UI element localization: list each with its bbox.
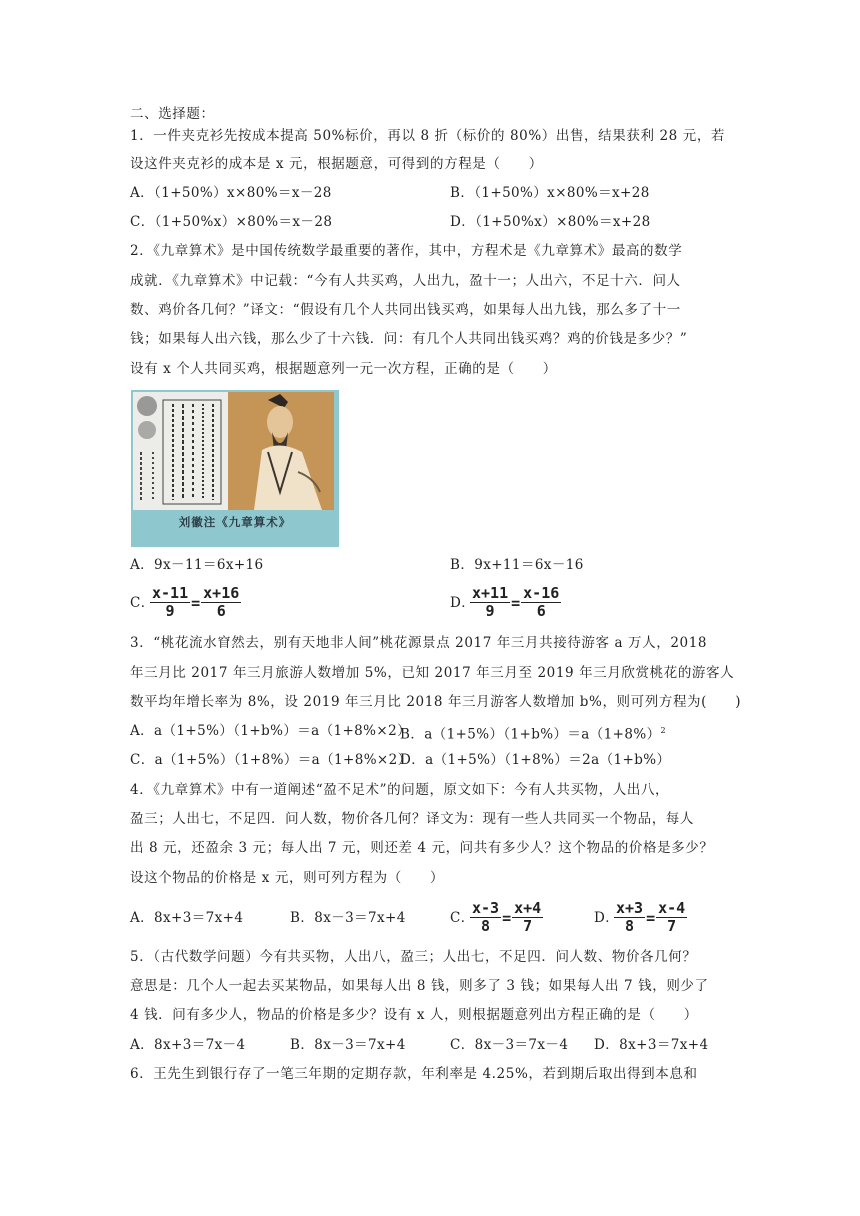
liu-hui-figure [131,390,339,547]
q5-line-3: 4 钱．问有多少人，物品的价格是多少？设有 x 人，则根据题意列出方程正确的是（ ） [130,1007,698,1023]
q5-option-c: C．8x－3＝7x－4 [450,1037,569,1053]
fraction-numerator: x-16 [523,584,560,602]
fraction-denominator: 9 [165,602,175,620]
q2-line-3: 数、鸡价各几何？”译文：“假设有几个人共同出钱买鸡，如果每人出九钱，那么多了十一 [130,302,681,318]
q1-option-a: A．（1+50%）x×80%＝x－28 [130,185,332,201]
q1-line-2: 设这件夹克衫的成本是 x 元，根据题意，可得到的方程是（ ） [130,156,543,172]
equals-sign: = [502,908,512,927]
fraction-numerator: x+16 [203,584,240,602]
book-page-image [133,392,228,510]
q4-option-d-equation [614,900,687,935]
fraction-denominator: 8 [625,917,635,935]
q3-option-b-exponent: 2 [660,726,666,735]
section-title: 二、选择题： [130,106,215,122]
q3-option-d: D．a（1+5%）（1+8%）＝2a（1+b%） [400,752,671,768]
q4-option-a: A．8x+3＝7x+4 [130,910,244,926]
equals-sign: = [511,593,521,612]
q4-option-c-equation [470,900,543,935]
q5-option-b: B．8x－3＝7x+4 [290,1037,406,1053]
q1-option-b: B．（1+50%）x×80%＝x+28 [450,185,650,201]
q2-line-4: 钱；如果每人出六钱，那么少了十六钱．问：有几个人共同出钱买鸡？鸡的价钱是多少？” [130,331,688,347]
q3-option-b [400,722,666,744]
q4-line-2: 盈三；人出七，不足四．问人数，物价各几何？译文为：现有一些人共同买一个物品，每人 [130,811,694,827]
figure-caption: 刘徽注《九章算术》 [178,515,292,529]
q5-option-d: D．8x+3＝7x+4 [594,1037,709,1053]
q1-option-c: C．（1+50%x）×80%＝x－28 [130,214,333,230]
q1-option-d: D．（1+50%x）×80%＝x+28 [450,214,651,230]
fraction-numerator: x-11 [152,584,189,602]
equals-sign: = [646,908,656,927]
q3-line-1: 3．“桃花流水窅然去，别有天地非人间”桃花源景点 2017 年三月共接待游客 a 万人，2018 [130,635,708,651]
fraction-denominator: 7 [667,917,677,935]
equals-sign: = [191,593,201,612]
q2-line-2: 成就．《九章算术》中记载：“今有人共买鸡，人出九，盈十一；人出六，不足十六．问人 [130,273,681,289]
q2-option-c-label: C． [130,595,155,611]
q2-line-5: 设有 x 个人共同买鸡，根据题意列一元一次方程，正确的是（ ） [130,361,557,377]
q4-option-b: B．8x－3＝7x+4 [290,910,406,926]
q2-option-a: A．9x－11＝6x+16 [130,557,264,573]
q3-option-a: A．a（1+5%）（1+b%）＝a（1+8%×2） [130,723,412,739]
fraction-denominator: 6 [216,602,226,620]
q2-option-b: B．9x+11＝6x－16 [450,557,584,573]
q5-option-a: A．8x+3＝7x－4 [130,1037,246,1053]
q4-option-c-label: C． [450,910,475,926]
q4-line-3: 出 8 元，还盈余 3 元；每人出 7 元，则还差 4 元，问共有多少人？这个物品的价格是多少？ [130,840,714,856]
q4-line-4: 设这个物品的价格是 x 元，则可列方程为（ ） [130,870,445,886]
fraction-numerator: x-3 [472,899,500,917]
scholar-portrait-image [228,392,334,510]
q5-line-2: 意思是：几个人一起去买某物品，如果每人出 8 钱，则多了 3 钱；如果每人出 7 钱，则少了 [130,978,709,994]
q1-line-1: 1．一件夹克衫先按成本提高 50%标价，再以 8 折（标价的 80%）出售，结果获利 28 元，若 [130,128,726,144]
q3-option-c: C．a（1+5%）（1+8%）＝a（1+8%×2） [130,752,412,768]
q4-line-1: 4．《九章算术》中有一道阐述“盈不足术”的问题，原文如下：今有人共买物，人出八， [130,782,670,798]
fraction-numerator: x+11 [472,584,509,602]
q2-option-d-equation [470,585,561,620]
q3-line-3: 数平均年增长率为 8%，设 2019 年三月比 2018 年三月游客人数增加 b%，则可列方程为( ) [130,694,742,710]
fraction-denominator: 6 [536,602,546,620]
q6-line-1: 6．王先生到银行存了一笔三年期的定期存款，年利率是 4.25%，若到期后取出得到本息和 [130,1066,698,1082]
fraction-denominator: 9 [485,602,495,620]
q2-option-d-label: D． [450,595,476,611]
q4-option-d-label: D． [594,910,620,926]
q2-line-1: 2．《九章算术》是中国传统数学最重要的著作，其中，方程术是《九章算术》最高的数学 [130,243,683,259]
q3-line-2: 年三月比 2017 年三月旅游人数增加 5%，已知 2017 年三月至 2019 年三月欣赏桃花的游客人 [130,665,735,681]
fraction-denominator: 8 [481,917,491,935]
fraction-numerator: x+3 [616,899,644,917]
q5-line-1: 5．（古代数学问题）今有共买物，人出八，盈三；人出七，不足四．问人数、物价各几何？ [130,949,697,965]
fraction-denominator: 7 [523,917,533,935]
fraction-numerator: x+4 [514,899,542,917]
fraction-numerator: x-4 [658,899,686,917]
q2-option-c-equation [150,585,241,620]
q3-option-b-text: B．a（1+5%）（1+b%）＝a（1+8%） [400,726,661,743]
